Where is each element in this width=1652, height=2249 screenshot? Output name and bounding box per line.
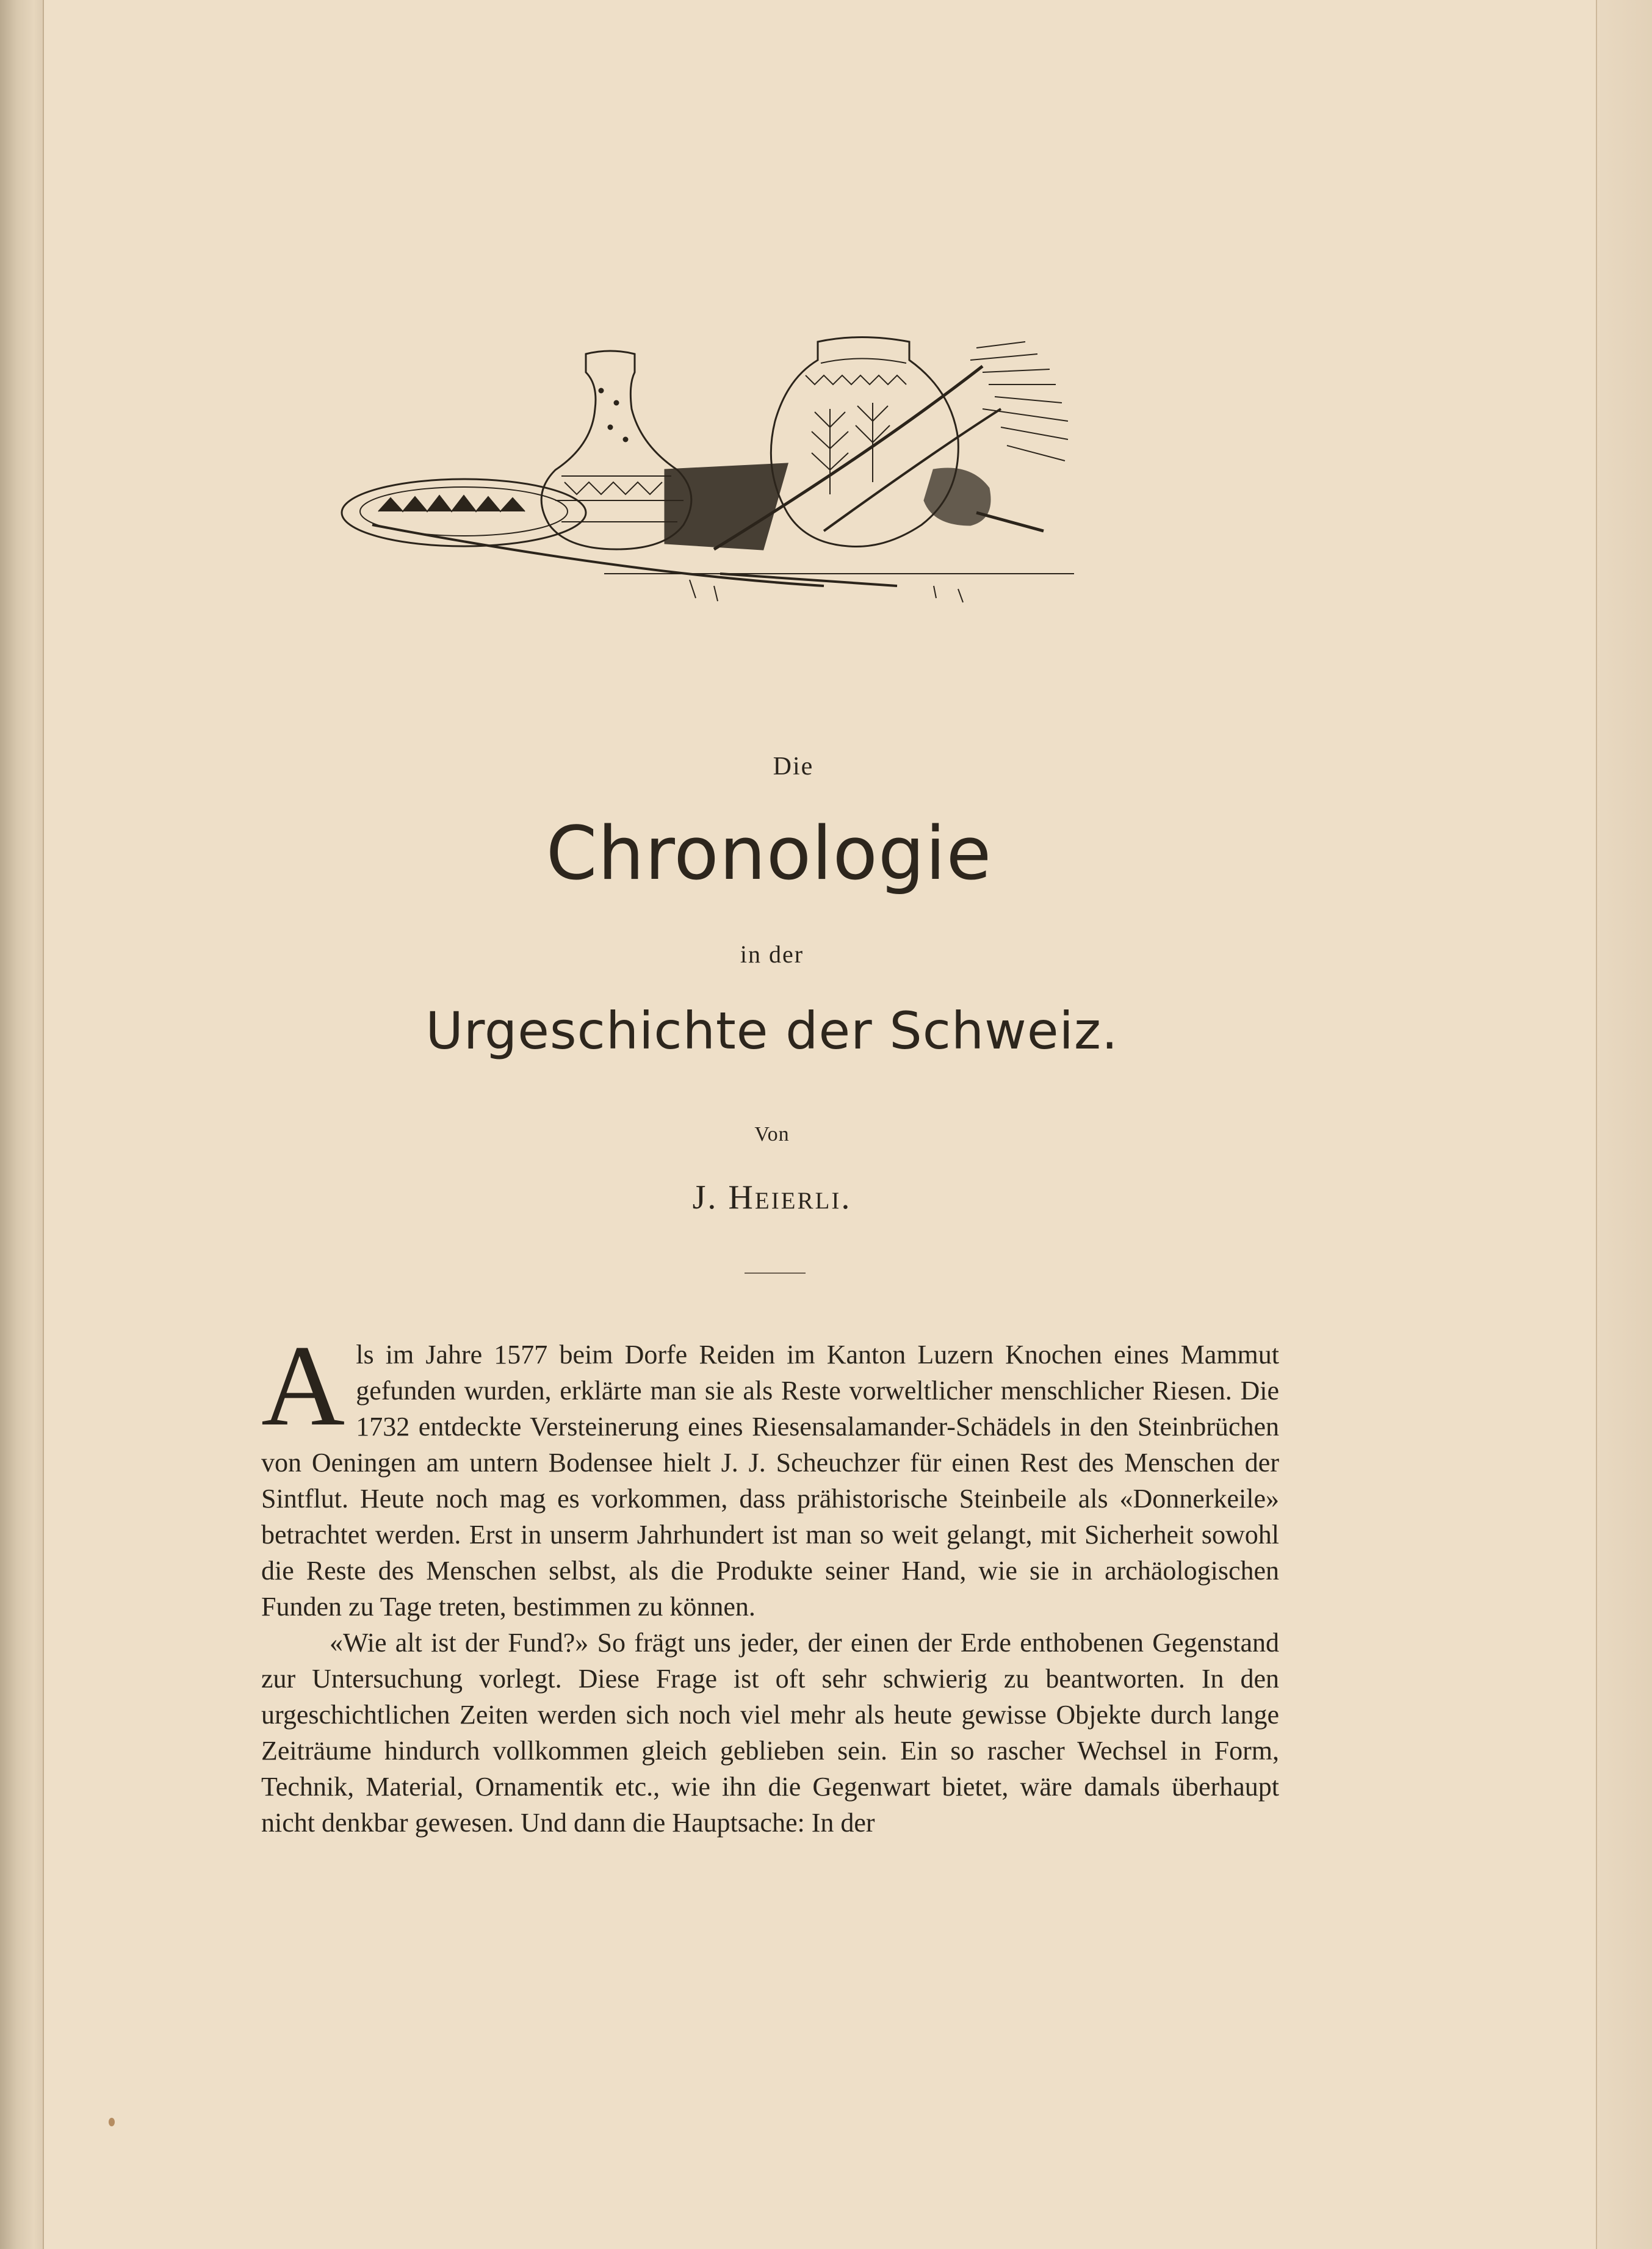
- kicker-text: Die: [773, 753, 814, 781]
- drop-cap: A: [261, 1322, 345, 1450]
- byline-label: Von: [754, 1123, 790, 1146]
- author-name: J. Heierli.: [692, 1179, 852, 1216]
- paragraph-1: [261, 1322, 1279, 1625]
- title-connector: in der: [740, 940, 804, 968]
- page-title: Chronologie: [546, 812, 992, 897]
- paragraph-1-text: ls im Jahre 1577 beim Dorfe Reiden im Kanton Luzern Knochen eines Mammut gefunden wurden, erklärte man sie als Reste vorweltlicher menschlicher Riesen. Die 1732 entdeckte Versteinerung eines Riesensalamander-Schädels in den Steinbrüchen von Oeningen am untern Bodensee hielt J. J. Scheuchzer für einen Rest des Menschen der Sintflut. Heute noch mag es vorkommen, dass prähistorische Steinbeile als «Donnerkeile» betrachtet werden. Erst in unserm Jahrhundert ist man so weit gelangt, mit Sicherheit sowohl die Reste des Menschen selbst, als die Produkte seiner Hand, wie sie in archäologischen Funden zu Tage treten, bestimmen zu können.: [261, 1340, 1279, 1622]
- title-divider: [745, 1273, 806, 1274]
- page-subtitle: Urgeschichte der Schweiz.: [425, 1001, 1119, 1061]
- article-body: [261, 1322, 1279, 1841]
- prehistoric-pottery-vignette-icon: [323, 317, 1117, 635]
- page-right-margin: [1596, 0, 1652, 2249]
- paragraph-2: «Wie alt ist der Fund?» So frägt uns jeder, der einen der Erde enthobenen Gegenstand zur Untersuchung vorlegt. Diese Frage ist oft sehr schwierig zu beantworten. In den urgeschichtlichen Zeiten werden sich noch viel mehr als heute gewisse Objekte durch lange Zeiträume hindurch vollkommen gleich geblieben sein. Ein so rascher Wechsel in Form, Technik, Material, Ornamentik etc., wie ihn die Gegenwart bietet, wäre damals überhaupt nicht denkbar gewesen. Und dann die Hauptsache: In der: [261, 1628, 1279, 1838]
- paper-spot: [109, 2118, 115, 2126]
